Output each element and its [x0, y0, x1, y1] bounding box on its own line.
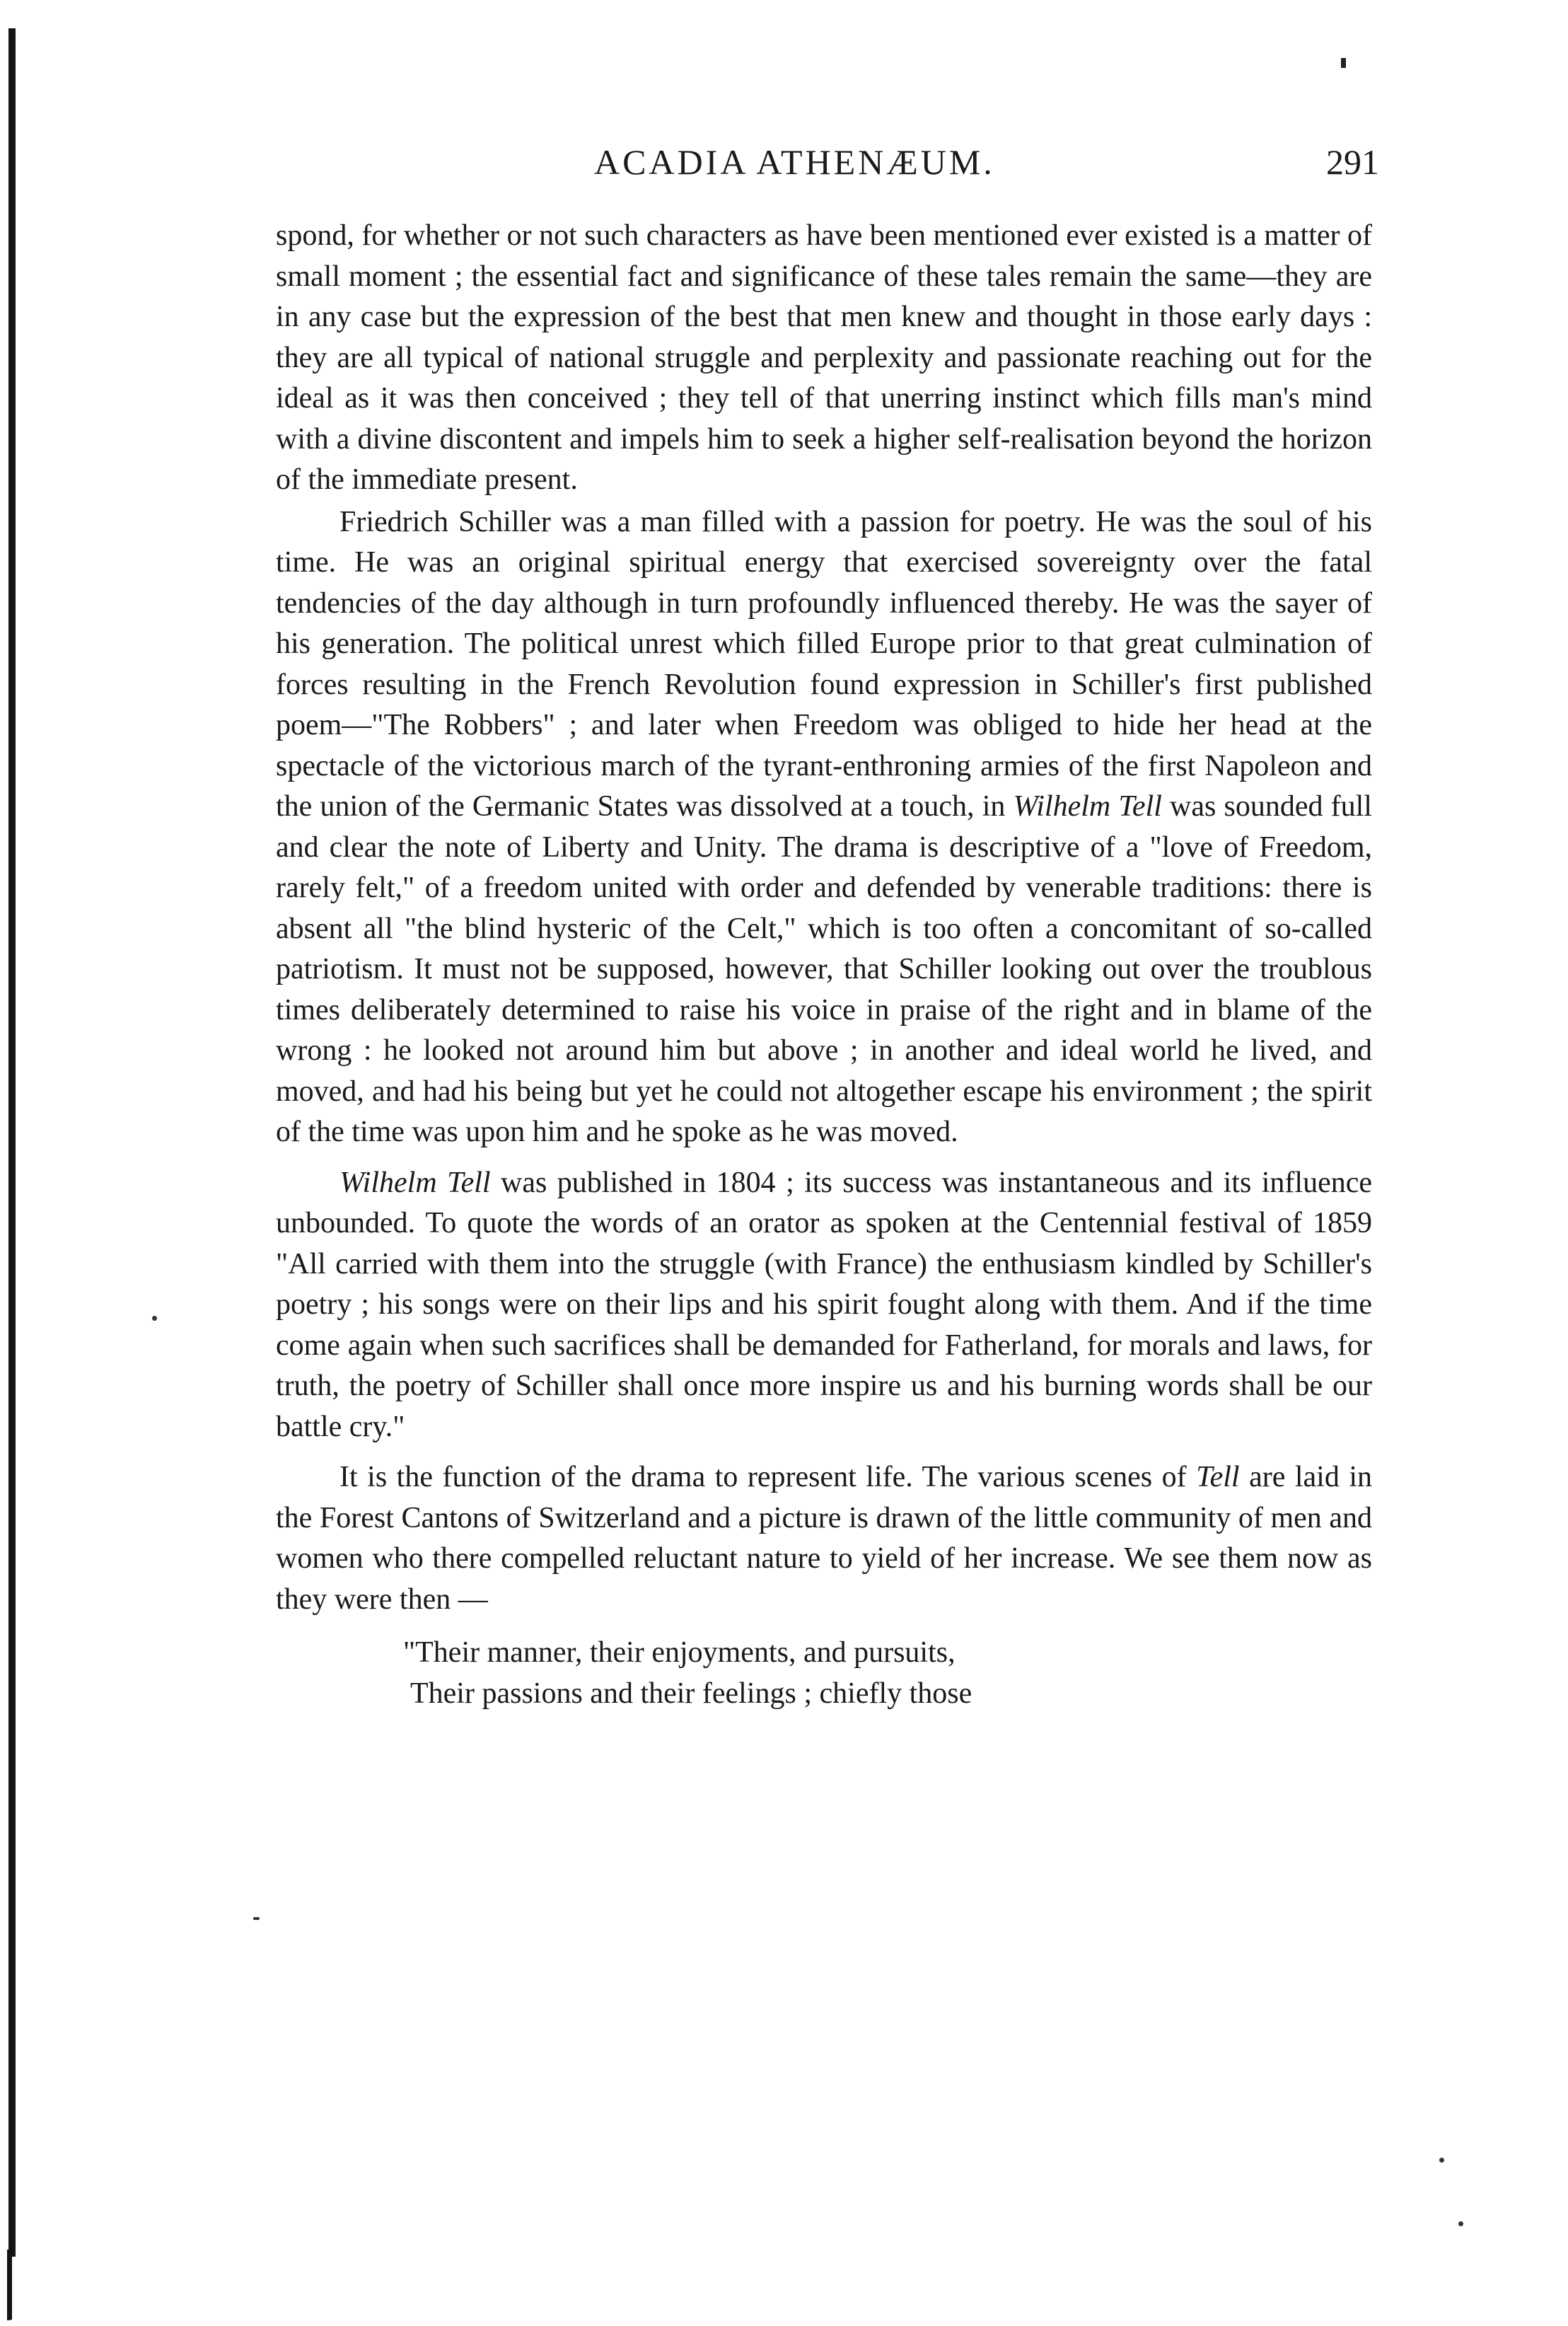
text-run: was published in 1804 ; its success was instantaneous and its influence unbounded. To quote the words of an orator as spoken at the Centennial festival of 1859 "All carried with them into the struggle (with France) the enthusiasm kindled by Schiller's poetry ; his songs were on their lips and his spirit fought along with them. And if the time come again when such sacrifices shall be demanded for Fatherland, for morals and laws, for truth, the poetry of Schiller shall once more inspire us and his burning words shall be our battle cry." — [276, 1166, 1372, 1443]
running-head — [276, 141, 1379, 198]
running-title: ACADIA ATHENÆUM. — [594, 142, 995, 182]
paragraph-4 — [276, 1457, 1372, 1620]
text-run: spond, for whether or not such characters as have been mentioned ever existed is a matter of small moment ; the essential fact and significance of these tales remain the same—they are in any case but the expression of the best that men knew and thought in those early days : they are all typical of national struggle and perplexity and passionate reaching out for the ideal as it was then conceived ; they tell of that unerring instinct which fills man's mind with a divine discontent and impels him to seek a higher self-realisation beyond the horizon of the immediate present. — [276, 219, 1372, 496]
text-run: Friedrich Schiller was a man filled with a passion for poetry. He was the soul of his time. He was an original spiritual energy that exercised sovereignty over the fatal tendencies of the day although in turn profoundly influenced thereby. He was the sayer of his generation. The political unrest which filled Europe prior to that great culmination of forces resulting in the French Revolution found expression in Schiller's first published poem—"The Robbers" ; and later when Freedom was obliged to hide her head at the spectacle of the victorious march of the tyrant-enthroning armies of the first Napoleon and the union of the Germanic States was dissolved at a touch, in — [276, 505, 1372, 823]
stray-mark — [1439, 2158, 1444, 2163]
binding-edge — [8, 28, 16, 2257]
paragraph-1 — [276, 216, 1372, 501]
page-number: 291 — [1326, 142, 1379, 182]
stray-mark — [253, 1917, 260, 1920]
body-text — [276, 216, 1372, 1714]
text-run: are laid in the Forest Cantons of Switzerland and a picture is drawn of the little community of men and women who there compelled reluctant nature to yield of her increase. We see them now as they were then — — [276, 1461, 1372, 1616]
text-run: It is the function of the drama to represent life. The various scenes of — [339, 1461, 1197, 1493]
page-mark — [1341, 58, 1346, 68]
paragraph-3 — [276, 1163, 1372, 1448]
stray-mark — [152, 1316, 157, 1321]
verse-quotation — [403, 1633, 1372, 1714]
verse-line: Their passions and their feelings ; chiefly those — [410, 1677, 972, 1710]
paragraph-2 — [276, 502, 1372, 1153]
binding-edge-curl — [7, 2250, 23, 2320]
italic-title: Tell — [1196, 1461, 1240, 1493]
verse-line: "Their manner, their enjoyments, and pursuits, — [403, 1636, 956, 1669]
text-run: was sounded full and clear the note of Liberty and Unity. The drama is descriptive of a "love of Freedom, rarely felt," of a freedom united with order and defended by venerable traditions: there is absent all "the blind hysteric of the Celt," which is too often a concomitant of so-called patriotism. It must not be supposed, however, that Schiller looking out over the troublous times deliberately determined to raise his voice in praise of the right and in blame of the wrong : he looked not around him but above ; in another and ideal world he lived, and moved, and had his being but yet he could not altogether escape his environment ; the spirit of the time was upon him and he spoke as he was moved. — [276, 790, 1372, 1148]
italic-title: Wilhelm Tell — [339, 1166, 491, 1199]
stray-mark — [1458, 2221, 1463, 2226]
italic-title: Wilhelm Tell — [1013, 790, 1162, 823]
